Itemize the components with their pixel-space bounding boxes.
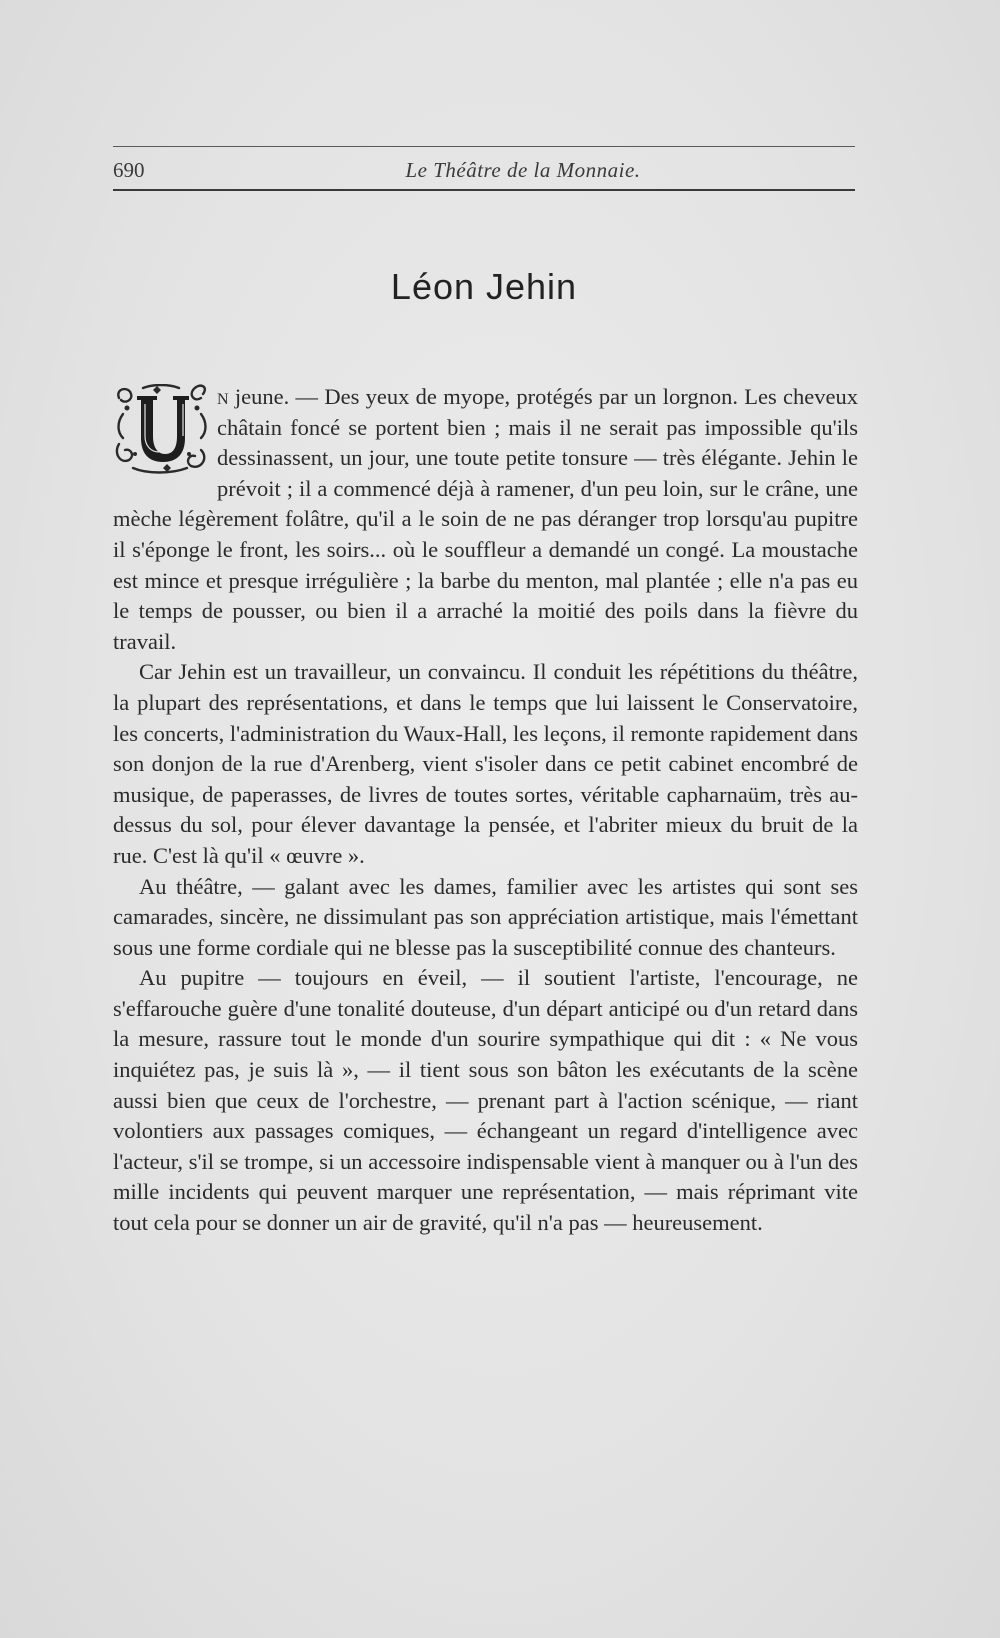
first-word-rest: n (217, 384, 229, 409)
running-header (113, 154, 855, 184)
article-body (113, 382, 858, 1239)
paragraph-3: Au théâtre, — galant avec les dames, familier avec les artistes qui sont ses camarades, sincère, ne dissimulant pas son appréciation artistique, mais l'émettant sous une forme cordiale qui ne blesse pas la susceptibilité connue des chanteurs. (113, 873, 858, 960)
paragraph-4: Au pupitre — toujours en éveil, — il soutient l'artiste, l'encourage, ne s'effarouche guère d'une tonalité douteuse, d'un départ anticipé ou d'un retard dans la mesure, rassure tout le monde d'un sourire sympathique qui dit : « Ne vous inquiétez pas, je suis là », — il tient sous son bâton les exécutants de la scène aussi bien que ceux de l'orchestre, — prenant part à l'action scénique, — riant volontiers aux passages comiques, — échangeant un regard d'intelligence avec l'acteur, s'il se trompe, si un accessoire indispensable vient à manquer ou à l'un des mille incidents qui peuvent marquer une représentation, — mais réprimant vite tout cela pour se donner un air de gravité, qu'il n'a pas — heureusement. (113, 965, 858, 1236)
running-title: Le Théâtre de la Monnaie. (405, 158, 641, 182)
paragraph-2: Car Jehin est un travailleur, un convaincu. Il conduit les répétitions du théâtre, la plupart des représentations, et dans le temps que lui laissent le Conservatoire, les concerts, l'administration du Waux-Hall, les leçons, il remonte rapidement dans son donjon de la rue d'Arenberg, vient s'isoler dans ce petit cabinet encombré de musique, de paperasses, de livres de toutes sortes, véritable capharnaüm, très au-dessus du sol, pour élever davantage la pensée, et l'abriter mieux du bruit de la rue. C'est là qu'il « œuvre ». (113, 659, 858, 868)
paragraph-1-text: jeune. — Des yeux de myope, protégés par un lorgnon. Les cheveux châtain foncé se portent bien ; mais il ne serait pas impossible qu'ils dessinassent, un jour, une toute petite tonsure — très élégante. Jehin le prévoit ; il a commencé déjà à ramener, d'un peu loin, sur le crâne, une mèche légèrement folâtre, qu'il a le soin de ne pas déranger trop lorsqu'au pupitre il s'éponge le front, les soirs... où le souffleur a demandé un congé. La moustache est mince et presque irrégulière ; la barbe du menton, mal plantée ; elle n'a pas eu le temps de pousser, ou bien il a arraché la moitié des poils dans la fièvre du travail. (113, 384, 859, 654)
page-number: 690 (113, 158, 145, 182)
header-rule-top (113, 146, 855, 147)
ornamental-dropcap (113, 384, 211, 474)
dropcap-u-icon (113, 384, 211, 474)
header-rule-bottom (113, 189, 855, 191)
article-title: Léon Jehin (390, 266, 578, 307)
paragraph-1 (113, 382, 858, 657)
